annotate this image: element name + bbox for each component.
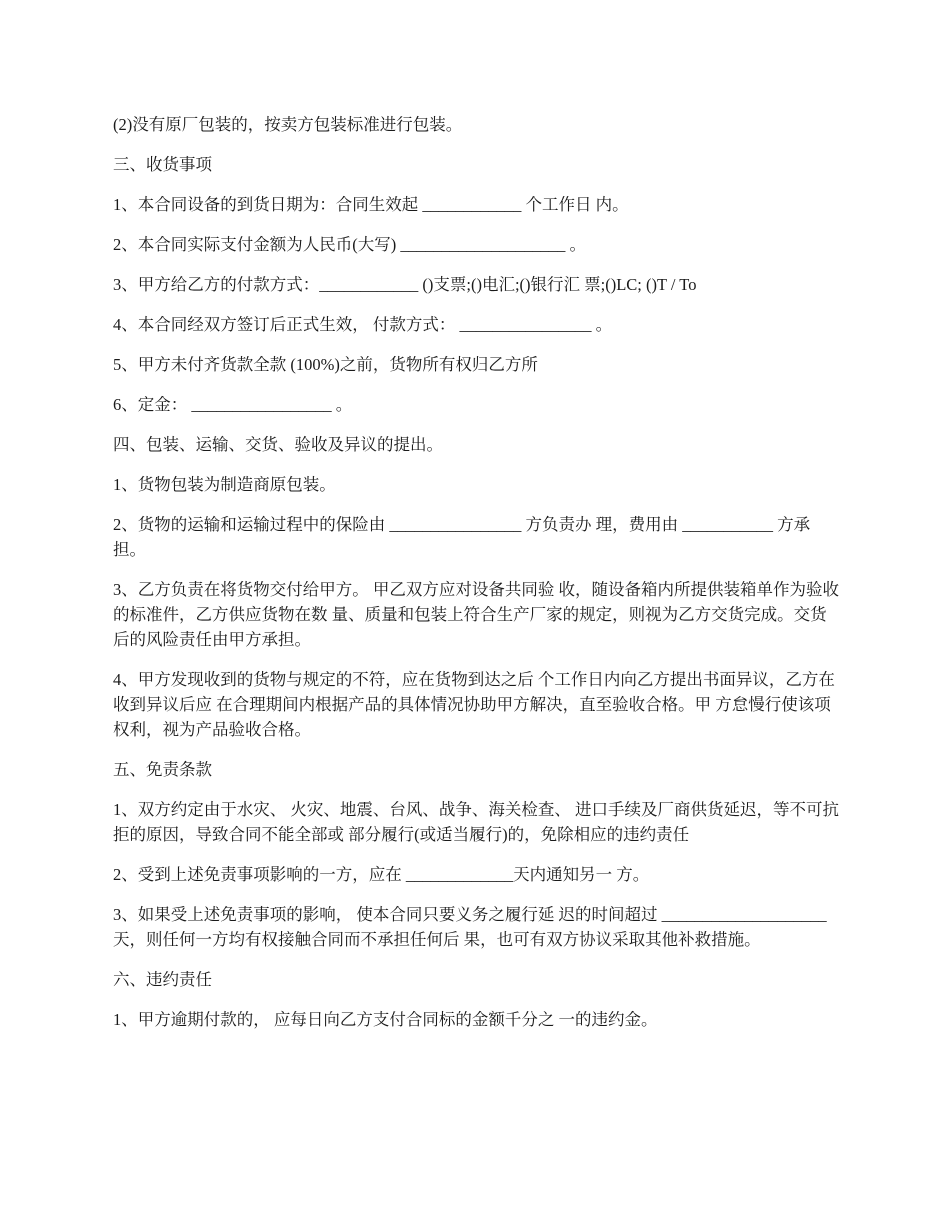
paragraph-payment-amount: 2、本合同实际支付金额为人民币(大写) ____________________ 。 [113,235,586,254]
section-heading-packaging-transport: 四、包装、运输、交货、验收及异议的提出。 [113,435,443,454]
paragraph-late-payment: 1、甲方逾期付款的， 应每日向乙方支付合同标的金额千分之 一的违约金。 [113,1010,658,1029]
section-heading-exemption: 五、免责条款 [113,760,212,779]
document-body [113,112,840,1047]
paragraph-objection: 4、甲方发现收到的货物与规定的不符，应在货物到达之后 个工作日内向乙方提出书面异议，乙方在收到异议后应 在合理期间内根据产品的具体情况协助甲方解决，直至验收合格。甲 方怠慢行使该项权利，视为产品验收合格。 [113,670,835,739]
section-heading-liability: 六、违约责任 [113,970,212,989]
paragraph-force-majeure: 1、双方约定由于水灾、 火灾、地震、台风、战争、海关检查、 进口手续及厂商供货延迟，等不可抗拒的原因，导致合同不能全部或 部分履行(或适当履行)的，免除相应的违约责任 [113,800,839,844]
paragraph-packaging-2: (2)没有原厂包装的，按卖方包装标准进行包装。 [113,115,463,134]
paragraph-transport-insurance: 2、货物的运输和运输过程中的保险由 ________________ 方负责办 理，费用由 ___________ 方承担。 [113,515,811,559]
section-heading-receiving: 三、收货事项 [113,155,212,174]
paragraph-deposit: 6、定金： _________________ 。 [113,395,353,414]
paragraph-original-packaging: 1、货物包装为制造商原包装。 [113,475,336,494]
paragraph-inspection: 3、乙方负责在将货物交付给甲方。 甲乙双方应对设备共同验 收，随设备箱内所提供装箱单作为验收的标准件，乙方供应货物在数 量、质量和包装上符合生产厂家的规定，则视为乙方交货完成。交货 后的风险责任由甲方承担。 [113,580,839,649]
paragraph-delivery-date: 1、本合同设备的到货日期为：合同生效起 ____________ 个工作日 内。 [113,195,629,214]
paragraph-termination: 3、如果受上述免责事项的影响， 使本合同只要义务之履行延 迟的时间超过 ____________________天，则任何一方均有权接触合同而不承担任何后 果，也可有双方协议采取其他补救措施。 [113,905,827,949]
paragraph-ownership: 5、甲方未付齐货款全款 (100%)之前，货物所有权归乙方所 [113,355,538,374]
paragraph-effective: 4、本合同经双方签订后正式生效， 付款方式： ________________ 。 [113,315,613,334]
paragraph-notification: 2、受到上述免责事项影响的一方，应在 _____________天内通知另一 方。 [113,865,650,884]
paragraph-payment-method: 3、甲方给乙方的付款方式：____________ ()支票;()电汇;()银行汇 票;()LC; ()T / To [113,275,697,294]
